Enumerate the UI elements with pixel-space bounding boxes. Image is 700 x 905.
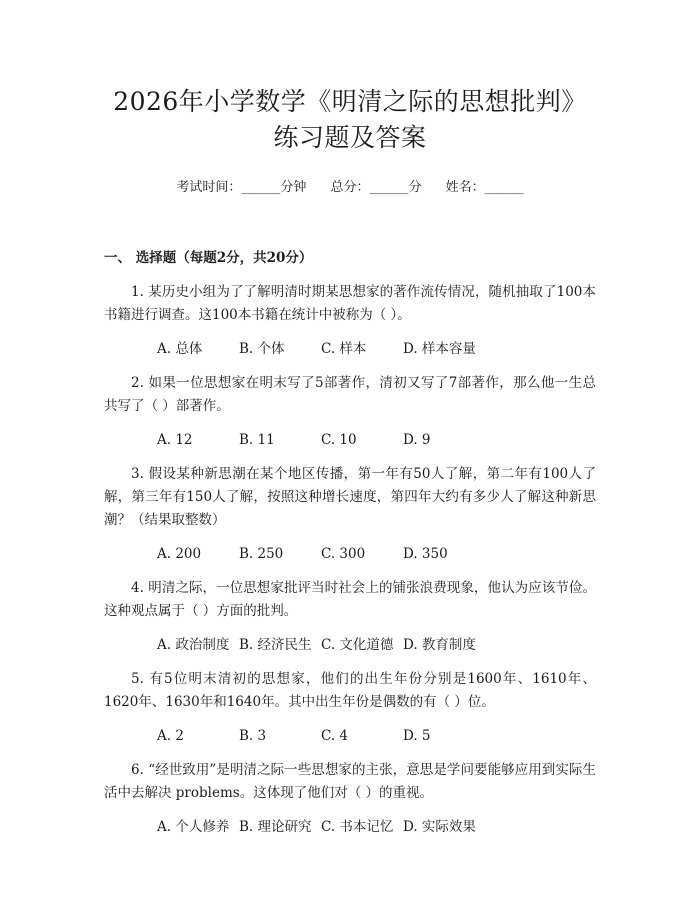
question-1-options	[104, 339, 596, 359]
question-5-options	[104, 726, 596, 746]
question-4-text: 4. 明清之际，一位思想家批评当时社会上的铺张浪费现象，他认为应该节俭。这种观点属于（ ）方面的批判。	[104, 580, 596, 619]
question-3-options	[104, 544, 596, 564]
question-6-option-c: C. 书本记忆	[321, 819, 394, 835]
question-2-option-b: B. 11	[239, 432, 275, 448]
question-4-options	[104, 635, 596, 655]
question-2-option-d: D. 9	[403, 432, 431, 448]
question-1-option-d: D. 样本容量	[403, 341, 476, 357]
question-6-option-a: A. 个人修养	[157, 819, 230, 835]
question-6-text: 6. “经世致用”是明清之际一些思想家的主张，意思是学问要能够应用到实际生活中去解决 problems。这体现了他们对（ ）的重视。	[104, 762, 596, 801]
question-5-option-d: D. 5	[403, 728, 431, 744]
question-2-option-a: A. 12	[157, 432, 193, 448]
total-score-field: 总分：______分	[330, 180, 422, 195]
question-1-option-a: A. 总体	[157, 341, 203, 357]
question-2-text: 2. 如果一位思想家在明末写了5部著作，清初又写了7部著作，那么他一生总共写了（ ）部著作。	[104, 375, 596, 414]
question-4-option-d: D. 教育制度	[403, 637, 476, 653]
student-name-field: 姓名：______	[445, 180, 524, 195]
question-4-option-b: B. 经济民生	[239, 637, 312, 653]
question-6-option-d: D. 实际效果	[403, 819, 476, 835]
question-4-option-a: A. 政治制度	[157, 637, 230, 653]
question-3-option-b: B. 250	[239, 546, 284, 562]
document-title: 2026年小学数学《明清之际的思想批判》练习题及答案	[113, 87, 587, 152]
section-heading-multiple-choice: 一、 选择题（每题2分，共20分）	[104, 250, 313, 266]
question-6-option-b: B. 理论研究	[239, 819, 312, 835]
exam-meta	[104, 178, 596, 198]
exam-time-field: 考试时间：______分钟	[176, 180, 307, 195]
question-2-options	[104, 430, 596, 450]
question-2-option-c: C. 10	[321, 432, 357, 448]
question-5-option-b: B. 3	[239, 728, 267, 744]
question-1-option-b: B. 个体	[239, 341, 285, 357]
question-1-option-c: C. 样本	[321, 341, 367, 357]
question-3-option-a: A. 200	[157, 546, 202, 562]
question-5-option-a: A. 2	[157, 728, 184, 744]
question-3-text: 3. 假设某种新思潮在某个地区传播，第一年有50人了解，第二年有100人了解，第三年有150人了解，按照这种增长速度，第四年大约有多少人了解这种新思潮？（结果取整数）	[104, 466, 596, 528]
question-5-text: 5. 有5位明末清初的思想家，他们的出生年份分别是1600年、1610年、1620年、1630年和1640年。其中出生年份是偶数的有（ ）位。	[104, 671, 596, 710]
question-5-option-c: C. 4	[321, 728, 349, 744]
question-6-options	[104, 817, 596, 837]
question-4-option-c: C. 文化道德	[321, 637, 394, 653]
question-1-text: 1. 某历史小组为了了解明清时期某思想家的著作流传情况，随机抽取了100本书籍进行调查。这100本书籍在统计中被称为（ ）。	[104, 284, 596, 323]
question-3-option-c: C. 300	[321, 546, 366, 562]
question-3-option-d: D. 350	[403, 546, 448, 562]
